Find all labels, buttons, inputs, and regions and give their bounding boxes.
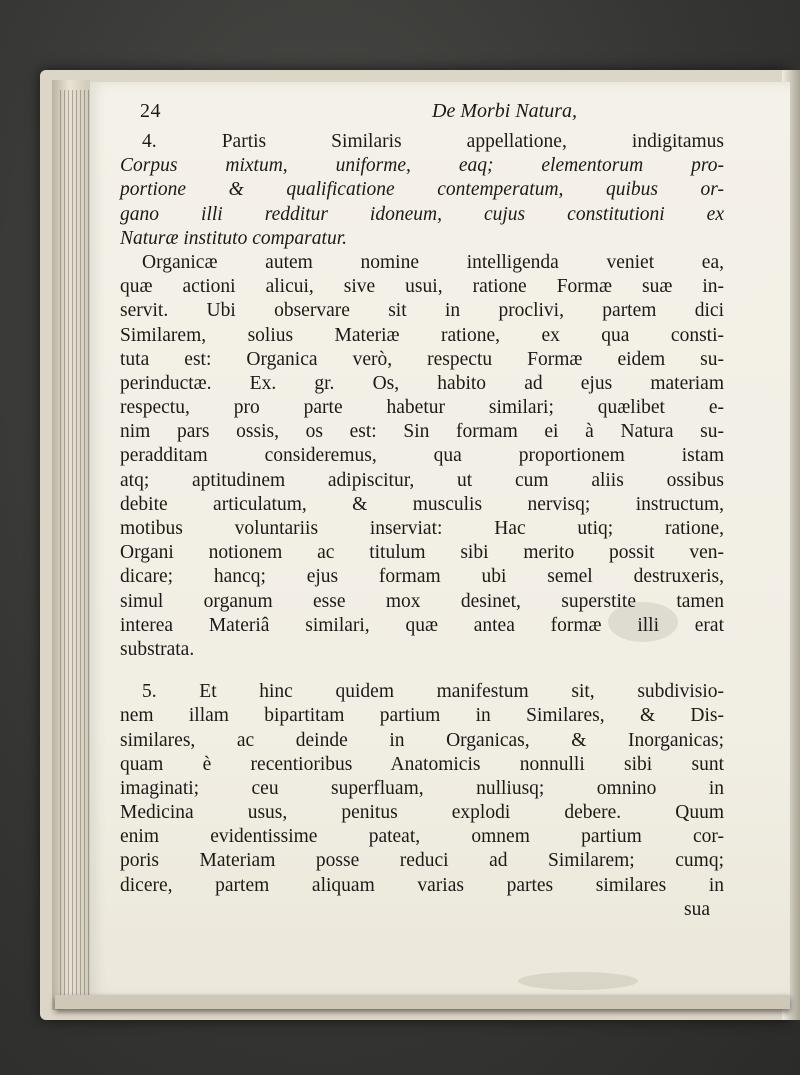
text-line: portione & qualificatione contemperatum, quibus or- — [120, 179, 724, 201]
paper-stain — [518, 972, 638, 990]
text-line: Similarem, solius Materiæ ratione, ex qua consti- — [120, 324, 724, 346]
text-line: poris Materiam posse reduci ad Similarem; cumq; — [120, 850, 724, 872]
text-line: substrata. — [120, 638, 195, 660]
text-line: dicare; hancq; ejus formam ubi semel destruxeris, — [120, 566, 724, 588]
text-line: quæ actioni alicui, sive usui, ratione Formæ suæ in- — [120, 276, 724, 298]
text-line: simul organum esse mox desinet, superstite tamen — [120, 590, 724, 612]
running-title: De Morbi Natura, — [432, 100, 577, 122]
page-text — [112, 100, 724, 922]
page-stack-lines — [60, 90, 90, 1000]
text-line: quam è recentioribus Anatomicis nonnulli sibi sunt — [120, 753, 724, 775]
text-line: nim pars ossis, os est: Sin formam ei à Natura su- — [120, 421, 724, 443]
text-line: 5. Et hinc quidem manifestum sit, subdivisio- — [142, 681, 724, 703]
page-bottom-edge — [55, 995, 790, 1009]
text-line: interea Materiâ similari, quæ antea formæ illi erat — [120, 614, 724, 636]
text-line: Medicina usus, penitus explodi debere. Quum — [120, 802, 724, 824]
text-line: motibus voluntariis inserviat: Hac utiq; ratione, — [120, 518, 724, 539]
text-line: Naturæ instituto comparatur. — [120, 227, 347, 249]
text-line: perinductæ. Ex. gr. Os, habito ad ejus materiam — [120, 372, 724, 394]
page-header — [112, 100, 724, 130]
paragraph-gap — [112, 662, 724, 680]
text-line: atq; aptitudinem adipiscitur, ut cum aliis ossibus — [120, 469, 724, 491]
text-line: Organi notionem ac titulum sibi merito possit ven- — [120, 542, 724, 564]
text-line: nem illam bipartitam partium in Similares, & Dis- — [120, 705, 724, 727]
text-line: Corpus mixtum, uniforme, eaq; elementorum pro- — [120, 155, 724, 177]
text-line: respectu, pro parte habetur similari; quælibet e- — [120, 397, 724, 419]
text-line: 4. Partis Similaris appellatione, indigitamus — [142, 131, 724, 152]
text-line: enim evidentissime pateat, omnem partium cor- — [120, 826, 724, 848]
paragraph-5 — [112, 680, 724, 898]
text-line: similares, ac deinde in Organicas, & Inorganicas; — [120, 729, 724, 751]
text-line: imaginati; ceu superfluam, nulliusq; omnino in — [120, 777, 724, 799]
text-line: debite articulatum, & musculis nervisq; instructum, — [120, 493, 724, 515]
paragraph-4 — [112, 130, 724, 662]
text-line: Organicæ autem nomine intelligenda veniet ea, — [142, 251, 724, 273]
text-line: servit. Ubi observare sit in proclivi, partem dici — [120, 300, 724, 322]
text-line: dicere, partem aliquam varias partes similares in — [120, 874, 724, 896]
text-line: peradditam consideremus, qua proportionem istam — [120, 445, 724, 467]
page-number: 24 — [140, 100, 161, 122]
text-line: tuta est: Organica verò, respectu Formæ eidem su- — [120, 348, 724, 370]
catchword: sua — [684, 898, 710, 920]
text-line: gano illi redditur idoneum, cujus constitutioni ex — [120, 203, 724, 225]
